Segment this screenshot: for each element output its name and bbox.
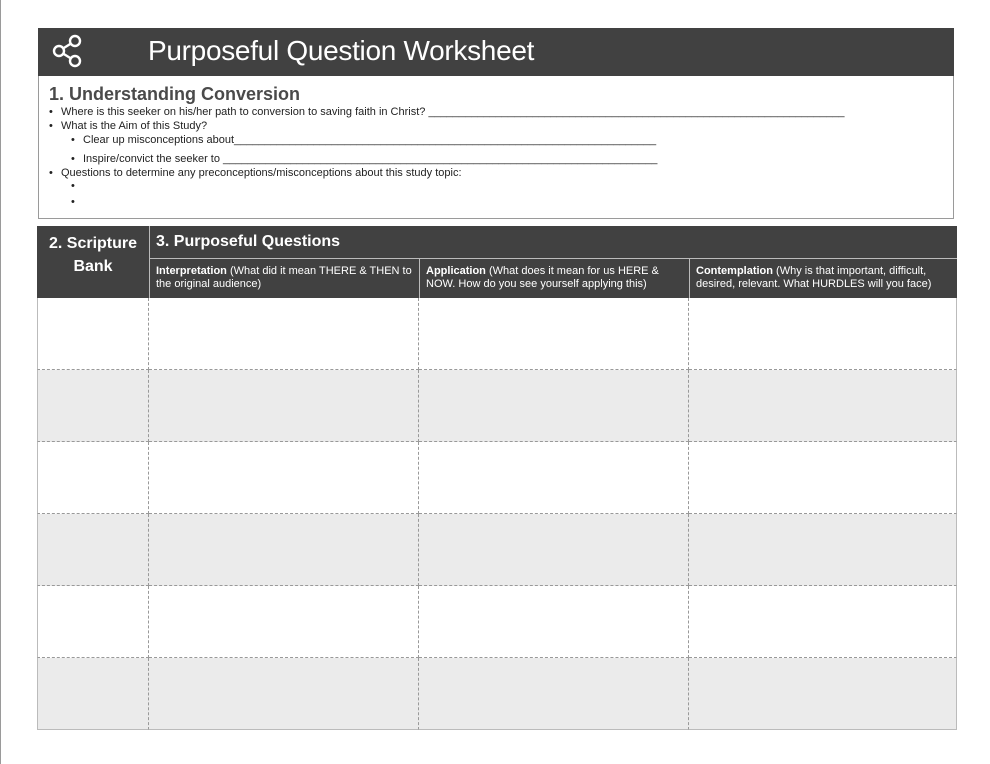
purposeful-questions-heading: 3. Purposeful Questions <box>149 226 957 258</box>
table-cell <box>419 586 689 658</box>
scripture-heading-line1: 2. Scripture <box>48 235 138 252</box>
section-heading: 1. Understanding Conversion <box>49 84 301 104</box>
table-cell <box>689 298 957 370</box>
table-cell <box>419 658 689 730</box>
scripture-bank-heading <box>37 226 149 298</box>
question-preconceptions-text: Questions to determine any preconceptions/misconceptions about this study topic: <box>61 167 462 179</box>
blank-bullet: • <box>71 196 75 208</box>
table-cell <box>149 298 419 370</box>
worksheet-header <box>38 28 954 76</box>
col-application-text: (What does it mean for us HERE & NOW. How do you see yourself applying this) <box>426 265 659 290</box>
table-cell <box>37 658 149 730</box>
column-contemplation <box>689 258 957 298</box>
blank-bullet: • <box>71 180 75 192</box>
table-cell <box>689 442 957 514</box>
aim-inspire: • Inspire/convict the seeker to _______________________________________________________________________ <box>71 153 658 165</box>
question-path: • Where is this seeker on his/her path to conversion to saving faith in Christ? ____________________________________________________________________ <box>49 106 845 118</box>
aim-misconceptions-text: Clear up misconceptions about_____________________________________________________________________ <box>83 134 657 146</box>
table-cell <box>37 370 149 442</box>
table-cell <box>689 658 957 730</box>
table-cell <box>149 658 419 730</box>
table-cell <box>419 442 689 514</box>
page-edge <box>0 0 1 764</box>
col-application-bold: Application <box>426 265 486 277</box>
table-cell <box>689 586 957 658</box>
col-interpretation-text: (What did it mean THERE & THEN to the original audience) <box>156 265 412 290</box>
question-preconceptions: • Questions to determine any preconceptions/misconceptions about this study topic: <box>49 167 462 179</box>
scripture-heading-line2: Bank <box>73 258 113 275</box>
table-cell <box>149 370 419 442</box>
column-application <box>419 258 689 298</box>
table-cell <box>37 514 149 586</box>
col-contemplation-bold: Contemplation <box>696 265 773 277</box>
col-contemplation-text: (Why is that important, difficult, desired, relevant. What HURDLES will you face) <box>696 265 932 290</box>
table-cell <box>149 514 419 586</box>
understanding-conversion-section <box>38 76 954 219</box>
page-title: Purposeful Question Worksheet <box>148 35 535 66</box>
table-cell <box>419 298 689 370</box>
question-aim-text: What is the Aim of this Study? <box>61 120 208 132</box>
question-aim: • What is the Aim of this Study? <box>49 120 208 132</box>
share-icon <box>50 34 84 68</box>
table-cell <box>149 586 419 658</box>
table-cell <box>37 442 149 514</box>
table-cell <box>419 370 689 442</box>
table-cell <box>689 370 957 442</box>
aim-misconceptions: • Clear up misconceptions about_____________________________________________________________________ <box>71 134 657 146</box>
table-cell <box>419 514 689 586</box>
table-cell <box>149 442 419 514</box>
aim-inspire-text: Inspire/convict the seeker to _______________________________________________________________________ <box>83 153 658 165</box>
col-interpretation-bold: Interpretation <box>156 265 227 277</box>
column-interpretation <box>149 258 419 298</box>
table-cell <box>689 514 957 586</box>
table-cell <box>37 586 149 658</box>
table-cell <box>37 298 149 370</box>
question-path-text: Where is this seeker on his/her path to conversion to saving faith in Christ? ____________________________________________________________________ <box>61 106 845 118</box>
